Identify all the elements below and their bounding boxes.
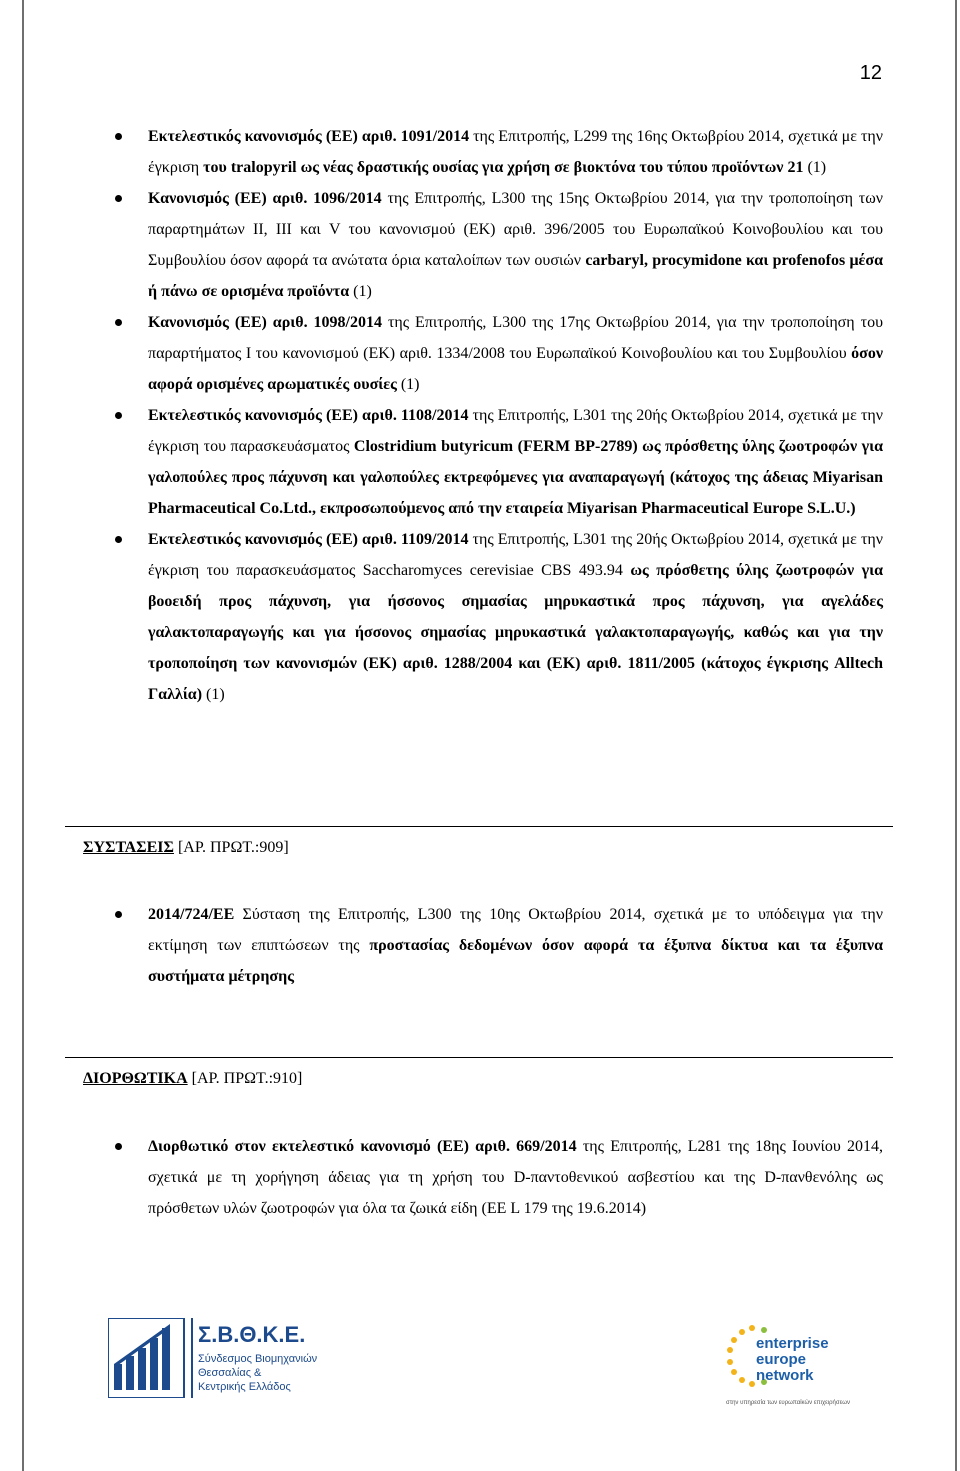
een-line1: enterprise (756, 1335, 829, 1352)
corrigenda-title: ΔΙΟΡΘΩΤΙΚΑ (83, 1070, 188, 1087)
bullet-icon (115, 319, 122, 326)
enterprise-europe-network-logo (712, 1318, 862, 1413)
body-text: Σύσταση της Επιτροπής, L300 της 10ης Οκτωβρίου 2014, σχετικά με το υπόδειγμα για την εκτίμηση των επιπτώσεων της (148, 906, 883, 954)
sbthke-line3: Κεντρικής Ελλάδος (198, 1381, 291, 1393)
recommendations-heading (65, 826, 893, 870)
bold-text: ως πρόσθετης ύλης ζωοτροφών για βοοειδή προς πάχυνση, για ήσσονος σημασίας μηρυκαστικά προς πάχυνση, για αγελάδες γαλακτοπαραγωγής και για ήσσονος σημασίας μηρυκαστικά γαλακτοπαραγωγής, καθώς και για την τροποποίηση των κανονισμών (ΕΚ) αριθ. 1288/2004 και (ΕΚ) αριθ. 1811/2005 (κάτοχος έγκρισης Alltech Γαλλία) (148, 562, 884, 703)
een-line2: europe (756, 1351, 807, 1368)
list-item (148, 400, 883, 524)
sbthke-line2: Θεσσαλίας & (198, 1367, 262, 1379)
list-item (148, 524, 883, 710)
bold-text: όσον αφορά ορισμένες αρωματικές ουσίες (148, 345, 883, 393)
body-text: της Επιτροπής, L300 της 17ης Οκτωβρίου 2014, για την τροποποίηση του παραρτήματος I του κανονισμού (ΕΚ) αριθ. 1334/2008 του Ευρωπαϊκού Κοινοβουλίου και του Συμβουλίου (148, 314, 883, 362)
bullet-icon (115, 911, 122, 918)
sbthke-acronym: Σ.Β.Θ.Κ.Ε. (198, 1322, 306, 1347)
sbthke-line1: Σύνδεσμος Βιομηχανιών (198, 1353, 318, 1365)
list-item (148, 307, 883, 400)
regulations-list (148, 121, 883, 710)
recommendations-title: ΣΥΣΤΑΣΕΙΣ (83, 839, 174, 856)
bold-text: Κανονισμός (ΕΕ) αριθ. 1096/2014 (148, 190, 382, 207)
bullet-icon (115, 412, 122, 419)
bold-text: Κανονισμός (ΕΕ) αριθ. 1098/2014 (148, 314, 382, 331)
body-text: (1) (803, 159, 827, 176)
right-margin-rule (955, 0, 957, 1471)
body-text: της Επιτροπής, L301 της 20ής Οκτωβρίου 2014, σχετικά με την έγκριση του παρασκευάσματος Saccharomyces cerevisiae CBS 493.94 (148, 531, 883, 579)
bold-text: Εκτελεστικός κανονισμός (ΕΕ) αριθ. 1091/2014 (148, 128, 470, 145)
recommendations-ref: [ΑΡ. ΠΡΩΤ.:909] (173, 839, 289, 856)
body-text: (1) (349, 283, 372, 300)
sbthke-logo-mark (108, 1318, 338, 1398)
bold-text: Διορθωτικό στον εκτελεστικό κανονισμό (ΕΕ) αριθ. 669/2014 (148, 1138, 577, 1155)
bullet-icon (115, 536, 122, 543)
een-line3: network (756, 1367, 814, 1384)
recommendations-heading-text (83, 839, 289, 857)
body-text: της Επιτροπής, L299 της 16ης Οκτωβρίου 2014, σχετικά με την έγκριση (148, 128, 883, 176)
page-number: 12 (859, 62, 882, 84)
een-logo-mark (712, 1318, 862, 1408)
corrigenda-section (148, 1131, 883, 1224)
body-text: της Επιτροπής, L281 της 18ης Ιουνίου 2014, σχετικά με τη χορήγηση άδειας για τη χρήση του D-παντοθενικού ασβεστίου και της D-πανθενόλης ως πρόσθετων υλών ζωοτροφών για όλα τα ζωικά είδη (ΕΕ L 179 της 19.6.2014) (148, 1138, 883, 1217)
list-item (148, 183, 883, 307)
left-margin-rule (22, 0, 24, 1471)
corrigenda-ref: [ΑΡ. ΠΡΩΤ.:910] (187, 1070, 303, 1087)
corrigenda-heading (65, 1057, 893, 1101)
body-text: της Επιτροπής, L300 της 15ης Οκτωβρίου 2014, για την τροποποίηση των παραρτημάτων II, III και V του κανονισμού (ΕΚ) αριθ. 396/2005 του Ευρωπαϊκού Κοινοβουλίου και του Συμβουλίου όσον αφορά τα ανώτατα όρια καταλοίπων των ουσιών (148, 190, 883, 269)
recommendations-list (148, 899, 883, 992)
een-tagline: στην υπηρεσία των ευρωπαϊκών επιχειρήσεων (726, 1400, 850, 1406)
bold-text: carbaryl, procymidone και profenofos μέσα ή πάνω σε ορισμένα προϊόντα (148, 252, 884, 300)
body-text: (1) (202, 686, 225, 703)
recommendations-section (148, 899, 883, 992)
body-text: της Επιτροπής, L301 της 20ής Οκτωβρίου 2014, σχετικά με την έγκριση του παρασκευάσματος (148, 407, 883, 455)
corrigenda-heading-text (83, 1070, 302, 1088)
sbthke-logo (108, 1318, 338, 1403)
list-item (148, 1131, 883, 1224)
regulations-section (148, 121, 883, 710)
bullet-icon (115, 133, 122, 140)
bold-text: Clostridium butyricum (FERM BP-2789) ως πρόσθετης ύλης ζωοτροφών για γαλοπούλες προς πάχυνση και γαλοπούλες εκτρεφόμενες για αναπαραγωγή (κάτοχος της άδειας Miyarisan Pharmaceutical Co.Ltd., εκπροσωπούμενος από την εταιρεία Miyarisan Pharmaceutical Europe S.L.U.) (148, 438, 884, 517)
bullet-icon (115, 195, 122, 202)
list-item (148, 899, 883, 992)
bullet-icon (115, 1143, 122, 1150)
bold-text: Εκτελεστικός κανονισμός (ΕΕ) αριθ. 1109/2014 (148, 531, 469, 548)
bold-text: προστασίας δεδομένων όσον αφορά τα έξυπνα δίκτυα και τα έξυπνα συστήματα μέτρησης (148, 937, 883, 985)
corrigenda-list (148, 1131, 883, 1224)
bold-text: του tralopyril ως νέας δραστικής ουσίας για χρήση σε βιοκτόνα του τύπου προϊόντων 21 (203, 159, 804, 176)
bold-text: Εκτελεστικός κανονισμός (ΕΕ) αριθ. 1108/2014 (148, 407, 469, 424)
list-item (148, 121, 883, 183)
body-text: (1) (396, 376, 420, 393)
bold-text: 2014/724/ΕΕ (148, 906, 235, 923)
